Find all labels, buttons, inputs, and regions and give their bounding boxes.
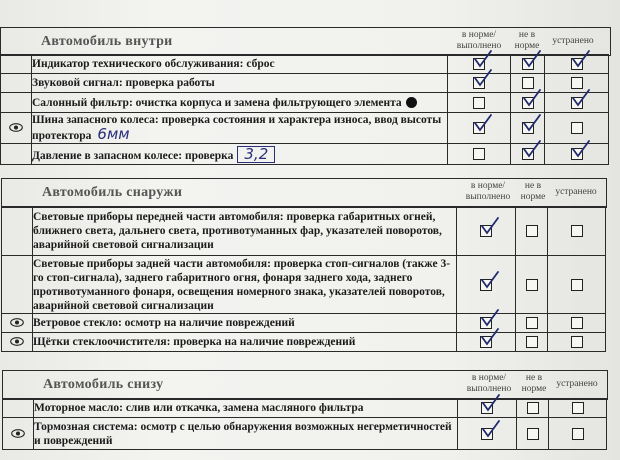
checkbox-ok[interactable] — [480, 279, 492, 291]
section-underbody — [2, 370, 608, 400]
table-row — [1, 93, 609, 113]
item-text: Индикатор технического обслуживания: сброс — [32, 58, 275, 70]
item-description — [32, 144, 448, 165]
checkbox-not-ok-cell — [516, 207, 548, 256]
eye-cell — [1, 55, 32, 74]
item-description — [33, 314, 457, 333]
eye-cell — [3, 399, 34, 418]
checkbox-fixed[interactable] — [571, 148, 583, 160]
item-text: Салонный фильтр: очистка корпуса и замена фильтрующего элемента — [32, 96, 402, 109]
checkbox-fixed-cell — [545, 113, 609, 144]
eye-cell — [1, 74, 32, 93]
item-text: Световые приборы задней части автомобиля: проверка стоп-сигналов (также 3-го стоп-сигнала), заднего габаритного огня, фонаря заднего хода, заднего противотуманного фонаря, освещения номерного знака, указателей поворотов, аварийной световой сигнализации — [33, 257, 451, 312]
col-header-ok: в норме/ выполнено — [465, 181, 511, 202]
item-description — [34, 418, 458, 450]
table-row — [2, 314, 606, 333]
checkbox-not-ok-cell — [511, 113, 545, 144]
checkbox-ok[interactable] — [481, 428, 493, 440]
checkbox-not-ok-cell — [516, 333, 548, 352]
checkbox-ok-cell — [448, 144, 511, 165]
section-title: Автомобиль снаружи — [42, 185, 183, 200]
table-row — [3, 418, 607, 450]
checkbox-not-ok[interactable] — [526, 336, 538, 348]
checkbox-fixed[interactable] — [571, 317, 583, 329]
item-description — [32, 93, 448, 113]
table-row — [1, 55, 609, 74]
checkbox-ok[interactable] — [473, 97, 485, 109]
checkbox-ok-cell — [448, 74, 511, 93]
handwritten-value: 6мм — [97, 125, 130, 143]
item-text: Моторное масло: слив или откачка, замена масляного фильтра — [34, 402, 364, 414]
item-text: Световые приборы передней части автомобиля: проверка габаритных огней, ближнего света, дальнего света, противотуманных фар, указателей поворотов, аварийной световой сигнализации — [33, 211, 442, 251]
checkbox-fixed-cell — [548, 256, 606, 314]
col-header-fixed: устранено — [555, 187, 597, 197]
item-description — [33, 333, 457, 352]
checkbox-fixed[interactable] — [572, 428, 584, 440]
checkbox-not-ok[interactable] — [522, 148, 534, 160]
checkbox-fixed-cell — [545, 144, 609, 165]
checkbox-fixed-cell — [549, 399, 607, 418]
checkbox-not-ok-cell — [511, 74, 545, 93]
checkbox-not-ok-cell — [517, 418, 549, 450]
eye-cell — [3, 418, 34, 450]
table-row — [1, 144, 609, 165]
eye-cell — [2, 314, 33, 333]
checkbox-not-ok-cell — [516, 256, 548, 314]
checkbox-ok[interactable] — [480, 225, 492, 237]
checkbox-not-ok-cell — [511, 55, 545, 74]
eye-cell — [2, 333, 33, 352]
col-header-fixed: устранено — [556, 379, 598, 389]
checkbox-ok[interactable] — [473, 148, 485, 160]
checkbox-fixed-cell — [545, 55, 609, 74]
checkbox-not-ok[interactable] — [522, 97, 534, 109]
checkbox-ok-cell — [457, 314, 516, 333]
item-text: Шина запасного колеса: проверка состояния и характера износа, ввод высоты протектора — [32, 114, 442, 142]
item-text: Щётки стеклоочистителя: проверка на наличие повреждений — [33, 336, 356, 348]
checkbox-not-ok-cell — [511, 93, 545, 113]
checkbox-not-ok[interactable] — [526, 317, 538, 329]
visual-inspection-eye-icon — [10, 333, 24, 350]
checkbox-fixed-cell — [548, 314, 606, 333]
eye-cell — [1, 113, 32, 144]
checkbox-fixed[interactable] — [572, 402, 584, 414]
checkbox-not-ok[interactable] — [522, 77, 534, 89]
item-text: Давление в запасном колесе: проверка — [32, 149, 234, 162]
checkbox-fixed-cell — [548, 207, 606, 256]
checkbox-ok[interactable] — [473, 77, 485, 89]
checkbox-ok-cell — [448, 55, 511, 74]
checkbox-ok[interactable] — [480, 336, 492, 348]
filled-dot-icon — [406, 97, 417, 108]
checkbox-ok[interactable] — [480, 317, 492, 329]
checkbox-fixed[interactable] — [571, 77, 583, 89]
col-header-ok: в норме/ выполнено — [466, 373, 512, 394]
table-exterior — [1, 206, 606, 352]
eye-cell — [2, 207, 33, 256]
checkbox-not-ok[interactable] — [527, 428, 539, 440]
checkbox-not-ok[interactable] — [522, 122, 534, 134]
checkbox-fixed[interactable] — [571, 58, 583, 70]
item-text: Звуковой сигнал: проверка работы — [32, 77, 215, 89]
checkbox-fixed-cell — [545, 74, 609, 93]
checkbox-not-ok[interactable] — [527, 402, 539, 414]
checkbox-not-ok[interactable] — [526, 225, 538, 237]
handwritten-value: 3,2 — [237, 146, 275, 163]
checkbox-ok[interactable] — [481, 402, 493, 414]
checkbox-fixed-cell — [548, 333, 606, 352]
checkbox-not-ok-cell — [516, 314, 548, 333]
table-row — [1, 113, 609, 144]
checkbox-ok[interactable] — [473, 122, 485, 134]
eye-cell — [1, 144, 32, 165]
eye-cell — [1, 93, 32, 113]
item-description — [32, 113, 448, 144]
table-row — [3, 399, 607, 418]
checkbox-fixed[interactable] — [571, 336, 583, 348]
section-interior — [0, 27, 611, 56]
table-row — [2, 333, 606, 352]
item-description — [33, 256, 457, 314]
checkbox-ok-cell — [448, 113, 511, 144]
visual-inspection-eye-icon — [11, 425, 25, 442]
section-title: Автомобиль снизу — [43, 377, 164, 392]
checkbox-ok-cell — [457, 207, 516, 256]
table-row — [1, 74, 609, 93]
checkbox-not-ok[interactable] — [526, 279, 538, 291]
table-interior — [0, 54, 609, 165]
checkbox-ok-cell — [457, 256, 516, 314]
visual-inspection-eye-icon — [10, 314, 24, 331]
checkbox-not-ok-cell — [511, 144, 545, 165]
col-header-not-ok: не в норме — [514, 30, 540, 51]
checkbox-fixed[interactable] — [571, 225, 583, 237]
section-title: Автомобиль внутри — [41, 34, 173, 49]
checkbox-fixed[interactable] — [571, 279, 583, 291]
checkbox-fixed[interactable] — [571, 97, 583, 109]
visual-inspection-eye-icon — [9, 119, 23, 136]
table-row — [2, 256, 606, 314]
checkbox-ok-cell — [458, 399, 517, 418]
table-row — [2, 207, 606, 256]
checkbox-ok-cell — [457, 333, 516, 352]
checkbox-ok[interactable] — [473, 58, 485, 70]
item-text: Ветровое стекло: осмотр на наличие повреждений — [33, 317, 295, 329]
col-header-not-ok: не в норме — [521, 373, 547, 394]
checkbox-ok-cell — [458, 418, 517, 450]
item-description — [33, 207, 457, 256]
checkbox-fixed[interactable] — [571, 122, 583, 134]
checkbox-fixed-cell — [549, 418, 607, 450]
checkbox-not-ok[interactable] — [522, 58, 534, 70]
item-description — [32, 55, 448, 74]
col-header-not-ok: не в норме — [520, 181, 546, 202]
eye-cell — [2, 256, 33, 314]
section-exterior — [1, 178, 607, 208]
item-text: Тормозная система: осмотр с целью обнаружения возможных негерметичностей и повреждений — [34, 420, 452, 447]
col-header-fixed: устранено — [552, 36, 594, 46]
item-description — [34, 399, 458, 418]
col-header-ok: в норме/ выполнено — [456, 30, 502, 51]
checkbox-not-ok-cell — [517, 399, 549, 418]
table-underbody — [2, 398, 607, 450]
checkbox-fixed-cell — [545, 93, 609, 113]
checkbox-ok-cell — [448, 93, 511, 113]
item-description — [32, 74, 448, 93]
